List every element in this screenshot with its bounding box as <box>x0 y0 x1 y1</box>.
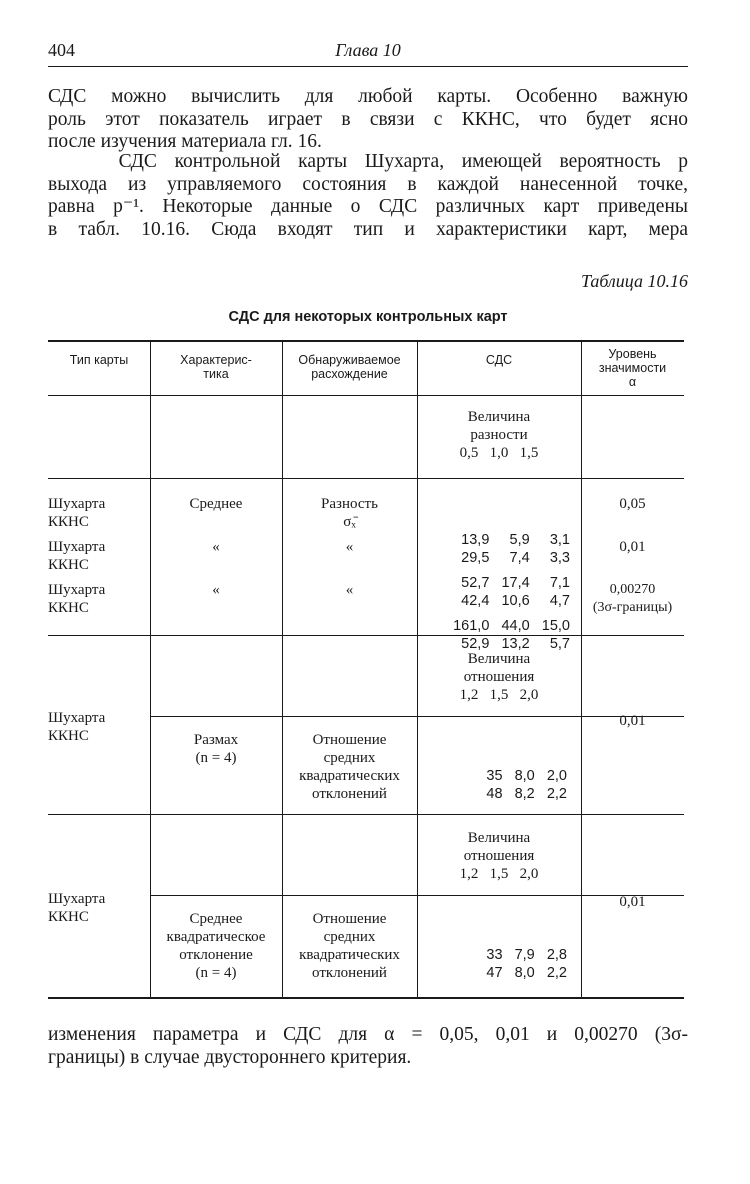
row1-type: Шухарта ККНС <box>48 496 106 530</box>
column-rule <box>282 340 283 997</box>
block2-subheader: Величина отношения 1,2 1,5 2,0 <box>459 651 539 703</box>
table-10-16 <box>48 340 684 1000</box>
row1-discrepancy: Разность σₓ̄ <box>321 496 378 530</box>
chapter-title: Глава 10 <box>335 40 401 60</box>
paragraph-3 <box>48 1024 688 1069</box>
header-arl: СДС <box>485 353 513 367</box>
text-line: СДС контрольной карты Шухарта, имеющей вероятность p <box>48 151 688 172</box>
row1-characteristic: Среднее <box>189 496 243 512</box>
block-rule <box>48 814 684 815</box>
table-label: Таблица 10.16 <box>580 271 688 291</box>
header-type: Тип карты <box>69 353 129 367</box>
row3-alpha: 0,00270 (3σ-границы) <box>592 582 673 615</box>
block3-characteristic: Среднее квадратическое отклонение (n = 4) <box>166 911 266 981</box>
text-line: выхода из управляемого состояния в каждой нанесенной точке, <box>48 173 688 195</box>
block2-type: Шухарта ККНС <box>48 710 106 744</box>
text-line: СДС можно вычислить для любой карты. Особенно важную <box>48 86 688 107</box>
block3-discrepancy: Отношение средних квадратических отклонений <box>299 911 400 981</box>
text-line: в табл. 10.16. Сюда входят тип и характеристики карт, мера <box>48 218 688 240</box>
table-rule-top <box>48 340 684 342</box>
header-significance: Уровень значимости α <box>598 347 667 389</box>
block3-type: Шухарта ККНС <box>48 891 106 925</box>
running-head <box>48 40 688 62</box>
table-rule-bottom <box>48 997 684 999</box>
row2-arl: 52,7 17,4 7,1 42,4 10,6 4,7 <box>461 575 570 609</box>
row3-arl: 161,0 44,0 15,0 52,9 13,2 5,7 <box>453 618 570 652</box>
block-rule <box>48 635 684 636</box>
text-line: роль этот показатель играет в связи с ККНС, что будет ясно <box>48 108 688 130</box>
row1-alpha: 0,05 <box>619 496 646 512</box>
text-line: после изучения материала гл. 16. <box>48 131 322 152</box>
row1-arl: 13,9 5,9 3,1 29,5 7,4 3,3 <box>461 532 570 566</box>
block3-arl: 33 7,9 2,8 47 8,0 2,2 <box>486 947 567 981</box>
block2-discrepancy: Отношение средних квадратических отклонений <box>299 732 400 802</box>
block3-subheader: Величина отношения 1,2 1,5 2,0 <box>459 830 539 882</box>
column-rule <box>150 340 151 997</box>
block1-subheader: Величина разности 0,5 1,0 1,5 <box>459 409 539 461</box>
block2-arl: 35 8,0 2,0 48 8,2 2,2 <box>486 768 567 802</box>
text-line: изменения параметра и СДС для α = 0,05, 0,01 и 0,00270 (3σ- <box>48 1024 688 1045</box>
text-line: равна p⁻¹. Некоторые данные о СДС различных карт приведены <box>48 196 688 217</box>
page-number: 404 <box>48 40 75 60</box>
row2-characteristic: « <box>212 539 220 555</box>
block3-alpha: 0,01 <box>619 894 646 910</box>
header-rule <box>48 66 688 67</box>
block1-subheader-rule <box>48 478 684 479</box>
row2-alpha: 0,01 <box>619 539 646 555</box>
paragraph-1 <box>48 86 688 154</box>
paragraph-2 <box>48 151 688 241</box>
block2-characteristic: Размах (n = 4) <box>193 732 239 766</box>
header-rule-bottom <box>48 395 684 396</box>
header-discrepancy: Обнаруживаемое расхождение <box>298 353 401 381</box>
row2-type: Шухарта ККНС <box>48 539 106 573</box>
row3-discrepancy: « <box>345 582 354 598</box>
text-line: границы) в случае двустороннего критерия. <box>48 1046 412 1068</box>
header-characteristic: Характерис- тика <box>180 353 252 381</box>
row3-characteristic: « <box>212 582 220 598</box>
table-title: СДС для некоторых контрольных карт <box>228 309 508 325</box>
row3-type: Шухарта ККНС <box>48 582 106 616</box>
block2-alpha: 0,01 <box>619 713 646 729</box>
row2-discrepancy: « <box>345 539 354 555</box>
